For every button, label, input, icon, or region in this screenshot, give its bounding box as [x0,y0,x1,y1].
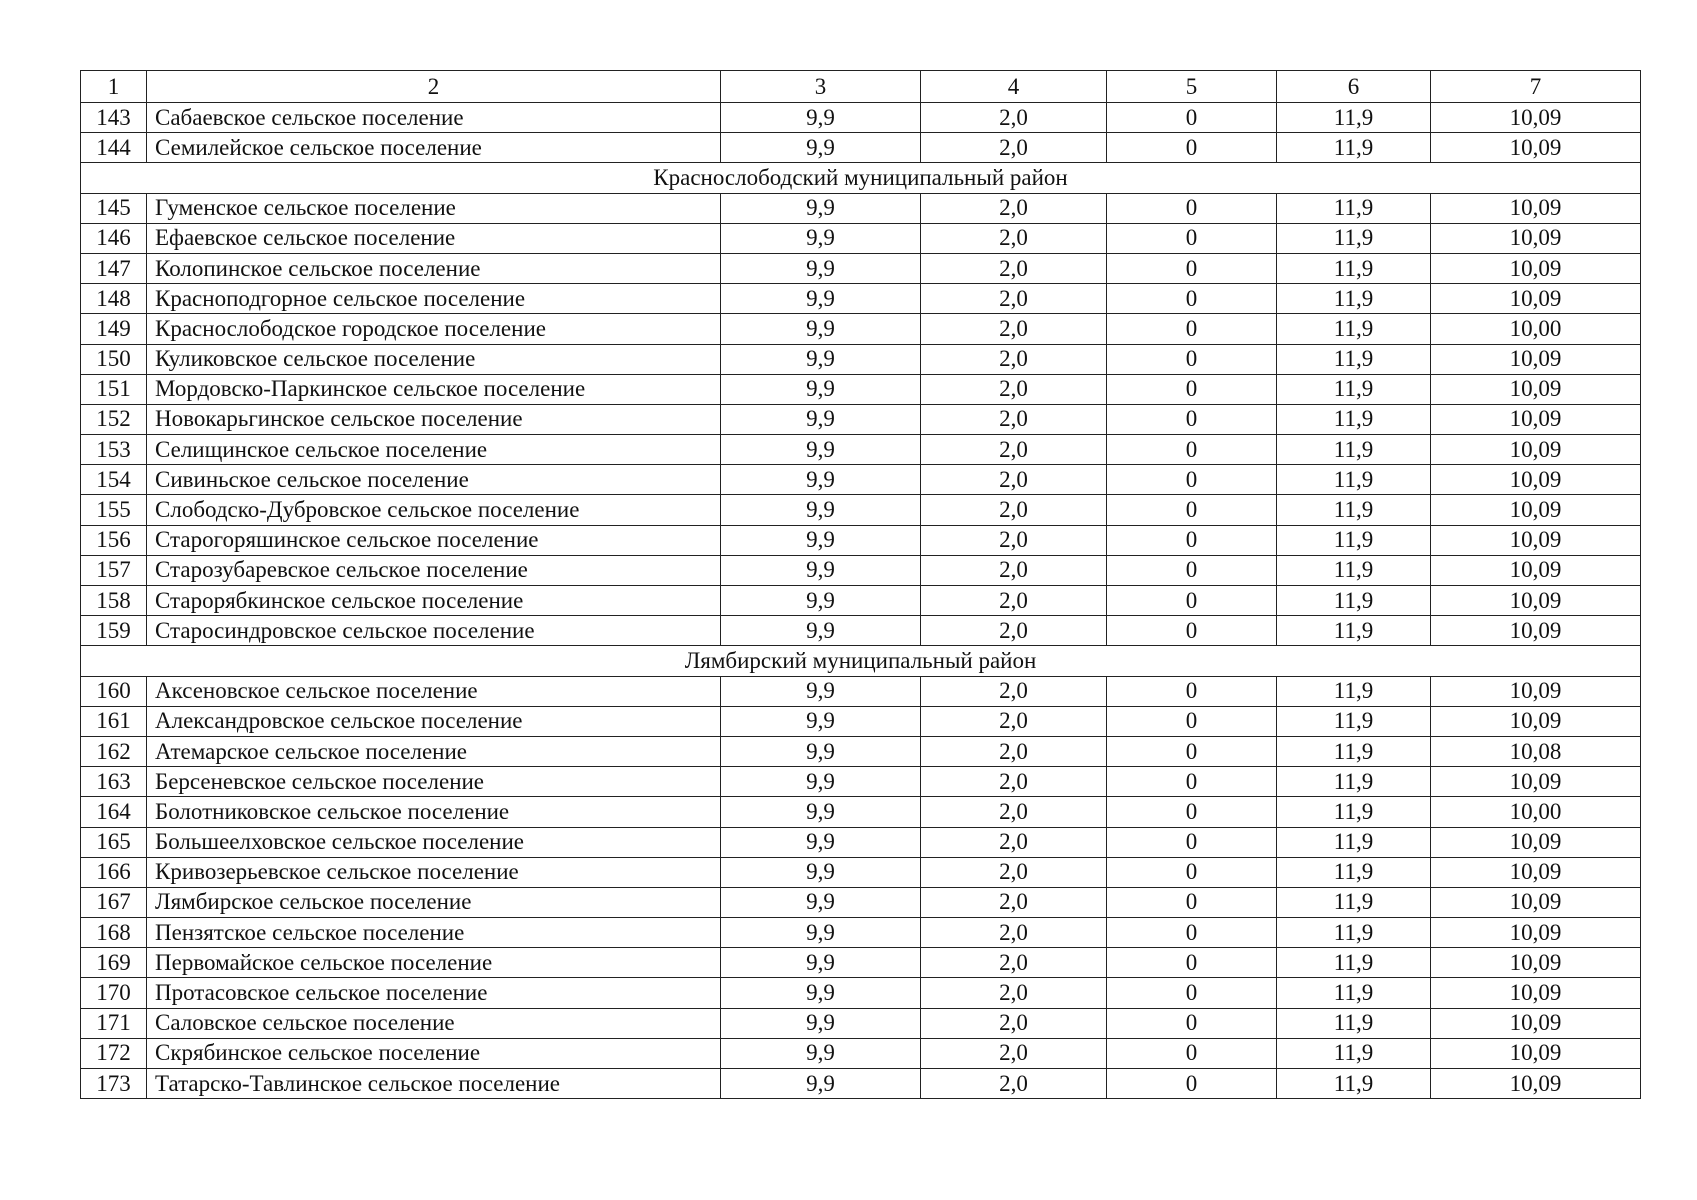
table-row [81,978,1641,1008]
row-number: 169 [81,948,147,978]
value-col-6: 11,9 [1277,223,1431,253]
value-col-7: 10,08 [1431,736,1641,766]
value-col-4: 2,0 [921,857,1107,887]
settlement-name: Ефаевское сельское поселение [147,223,721,253]
section-row [81,646,1641,676]
value-col-4: 2,0 [921,706,1107,736]
value-col-5: 0 [1107,374,1277,404]
row-number: 171 [81,1008,147,1038]
value-col-6: 11,9 [1277,555,1431,585]
table-row [81,555,1641,585]
value-col-4: 2,0 [921,103,1107,133]
row-number: 164 [81,797,147,827]
value-col-7: 10,09 [1431,706,1641,736]
column-header: 2 [147,71,721,103]
value-col-7: 10,09 [1431,193,1641,223]
value-col-5: 0 [1107,1008,1277,1038]
row-number: 159 [81,616,147,646]
value-col-3: 9,9 [721,314,921,344]
table-row [81,525,1641,555]
row-number: 150 [81,344,147,374]
settlement-name: Протасовское сельское поселение [147,978,721,1008]
table-row [81,495,1641,525]
row-number: 165 [81,827,147,857]
value-col-5: 0 [1107,284,1277,314]
column-header: 6 [1277,71,1431,103]
value-col-3: 9,9 [721,797,921,827]
value-col-7: 10,09 [1431,1069,1641,1099]
row-number: 167 [81,887,147,917]
value-col-6: 11,9 [1277,103,1431,133]
value-col-3: 9,9 [721,948,921,978]
settlement-name: Большеелховское сельское поселение [147,827,721,857]
table-row [81,827,1641,857]
value-col-5: 0 [1107,676,1277,706]
value-col-3: 9,9 [721,827,921,857]
column-header: 7 [1431,71,1641,103]
settlement-name: Сабаевское сельское поселение [147,103,721,133]
value-col-4: 2,0 [921,586,1107,616]
table-row [81,344,1641,374]
settlement-name: Берсеневское сельское поселение [147,767,721,797]
table-header-row [81,71,1641,103]
value-col-5: 0 [1107,616,1277,646]
value-col-6: 11,9 [1277,133,1431,163]
value-col-5: 0 [1107,193,1277,223]
value-col-5: 0 [1107,918,1277,948]
row-number: 168 [81,918,147,948]
value-col-6: 11,9 [1277,1069,1431,1099]
settlement-name: Старорябкинское сельское поселение [147,586,721,616]
value-col-4: 2,0 [921,1038,1107,1068]
table-row [81,616,1641,646]
value-col-7: 10,09 [1431,344,1641,374]
value-col-3: 9,9 [721,495,921,525]
settlement-name: Куликовское сельское поселение [147,344,721,374]
column-header: 1 [81,71,147,103]
value-col-4: 2,0 [921,978,1107,1008]
value-col-7: 10,09 [1431,223,1641,253]
value-col-6: 11,9 [1277,827,1431,857]
row-number: 163 [81,767,147,797]
value-col-4: 2,0 [921,404,1107,434]
settlement-name: Первомайское сельское поселение [147,948,721,978]
value-col-4: 2,0 [921,314,1107,344]
row-number: 160 [81,676,147,706]
settlement-name: Новокарьгинское сельское поселение [147,404,721,434]
section-title: Лямбирский муниципальный район [81,646,1641,676]
table-row [81,253,1641,283]
value-col-5: 0 [1107,1038,1277,1068]
settlement-name: Пензятское сельское поселение [147,918,721,948]
value-col-4: 2,0 [921,374,1107,404]
value-col-7: 10,09 [1431,374,1641,404]
settlement-name: Лямбирское сельское поселение [147,887,721,917]
value-col-6: 11,9 [1277,314,1431,344]
value-col-6: 11,9 [1277,435,1431,465]
value-col-6: 11,9 [1277,887,1431,917]
value-col-6: 11,9 [1277,797,1431,827]
value-col-3: 9,9 [721,223,921,253]
value-col-5: 0 [1107,797,1277,827]
value-col-6: 11,9 [1277,404,1431,434]
value-col-3: 9,9 [721,435,921,465]
value-col-6: 11,9 [1277,193,1431,223]
row-number: 154 [81,465,147,495]
settlement-name: Татарско-Тавлинское сельское поселение [147,1069,721,1099]
value-col-5: 0 [1107,948,1277,978]
value-col-5: 0 [1107,344,1277,374]
value-col-4: 2,0 [921,736,1107,766]
value-col-6: 11,9 [1277,948,1431,978]
settlement-name: Сивиньское сельское поселение [147,465,721,495]
column-header: 5 [1107,71,1277,103]
value-col-6: 11,9 [1277,284,1431,314]
value-col-3: 9,9 [721,525,921,555]
settlement-name: Селищинское сельское поселение [147,435,721,465]
value-col-5: 0 [1107,103,1277,133]
row-number: 172 [81,1038,147,1068]
value-col-3: 9,9 [721,706,921,736]
value-col-4: 2,0 [921,223,1107,253]
value-col-7: 10,09 [1431,857,1641,887]
row-number: 147 [81,253,147,283]
value-col-6: 11,9 [1277,706,1431,736]
value-col-4: 2,0 [921,435,1107,465]
row-number: 145 [81,193,147,223]
settlement-name: Мордовско-Паркинское сельское поселение [147,374,721,404]
value-col-3: 9,9 [721,857,921,887]
settlement-name: Семилейское сельское поселение [147,133,721,163]
value-col-3: 9,9 [721,374,921,404]
value-col-7: 10,09 [1431,404,1641,434]
value-col-5: 0 [1107,706,1277,736]
row-number: 151 [81,374,147,404]
table-row [81,1008,1641,1038]
section-title: Краснослободский муниципальный район [81,163,1641,193]
column-header: 3 [721,71,921,103]
value-col-5: 0 [1107,404,1277,434]
table-row [81,887,1641,917]
value-col-6: 11,9 [1277,918,1431,948]
value-col-4: 2,0 [921,918,1107,948]
value-col-4: 2,0 [921,525,1107,555]
value-col-7: 10,09 [1431,827,1641,857]
value-col-7: 10,09 [1431,918,1641,948]
value-col-3: 9,9 [721,676,921,706]
value-col-3: 9,9 [721,1008,921,1038]
value-col-6: 11,9 [1277,1008,1431,1038]
value-col-4: 2,0 [921,827,1107,857]
table-row [81,797,1641,827]
settlement-name: Кривозерьевское сельское поселение [147,857,721,887]
row-number: 157 [81,555,147,585]
table-row [81,676,1641,706]
settlement-name: Болотниковское сельское поселение [147,797,721,827]
value-col-5: 0 [1107,978,1277,1008]
value-col-6: 11,9 [1277,253,1431,283]
table-row [81,374,1641,404]
value-col-3: 9,9 [721,133,921,163]
value-col-6: 11,9 [1277,1038,1431,1068]
value-col-7: 10,09 [1431,586,1641,616]
value-col-3: 9,9 [721,253,921,283]
value-col-5: 0 [1107,857,1277,887]
settlement-name: Старогоряшинское сельское поселение [147,525,721,555]
row-number: 170 [81,978,147,1008]
row-number: 156 [81,525,147,555]
row-number: 144 [81,133,147,163]
table-row [81,404,1641,434]
table-row [81,284,1641,314]
data-table [80,70,1641,1099]
value-col-6: 11,9 [1277,525,1431,555]
value-col-6: 11,9 [1277,857,1431,887]
settlement-name: Аксеновское сельское поселение [147,676,721,706]
value-col-7: 10,09 [1431,767,1641,797]
settlement-name: Александровское сельское поселение [147,706,721,736]
settlement-name: Колопинское сельское поселение [147,253,721,283]
row-number: 155 [81,495,147,525]
value-col-4: 2,0 [921,495,1107,525]
value-col-7: 10,09 [1431,495,1641,525]
value-col-5: 0 [1107,887,1277,917]
row-number: 166 [81,857,147,887]
value-col-3: 9,9 [721,767,921,797]
value-col-6: 11,9 [1277,978,1431,1008]
table-row [81,706,1641,736]
table-row [81,465,1641,495]
value-col-3: 9,9 [721,586,921,616]
value-col-3: 9,9 [721,103,921,133]
row-number: 143 [81,103,147,133]
table-row [81,1038,1641,1068]
value-col-3: 9,9 [721,616,921,646]
value-col-3: 9,9 [721,736,921,766]
value-col-3: 9,9 [721,344,921,374]
value-col-6: 11,9 [1277,374,1431,404]
value-col-3: 9,9 [721,918,921,948]
value-col-7: 10,09 [1431,103,1641,133]
settlement-name: Скрябинское сельское поселение [147,1038,721,1068]
settlement-name: Саловское сельское поселение [147,1008,721,1038]
settlement-name: Слободско-Дубровское сельское поселение [147,495,721,525]
table-row [81,857,1641,887]
column-header: 4 [921,71,1107,103]
value-col-7: 10,09 [1431,133,1641,163]
value-col-4: 2,0 [921,1008,1107,1038]
value-col-5: 0 [1107,133,1277,163]
value-col-6: 11,9 [1277,616,1431,646]
value-col-4: 2,0 [921,1069,1107,1099]
row-number: 162 [81,736,147,766]
value-col-3: 9,9 [721,284,921,314]
value-col-7: 10,09 [1431,435,1641,465]
value-col-6: 11,9 [1277,676,1431,706]
settlement-name: Краснослободское городское поселение [147,314,721,344]
value-col-5: 0 [1107,495,1277,525]
value-col-5: 0 [1107,736,1277,766]
value-col-5: 0 [1107,253,1277,283]
row-number: 158 [81,586,147,616]
table-row [81,918,1641,948]
value-col-4: 2,0 [921,284,1107,314]
value-col-5: 0 [1107,223,1277,253]
table-row [81,133,1641,163]
value-col-4: 2,0 [921,465,1107,495]
value-col-4: 2,0 [921,616,1107,646]
table-row [81,103,1641,133]
row-number: 161 [81,706,147,736]
value-col-4: 2,0 [921,344,1107,374]
table-row [81,767,1641,797]
settlement-name: Старосиндровское сельское поселение [147,616,721,646]
value-col-3: 9,9 [721,1038,921,1068]
value-col-5: 0 [1107,314,1277,344]
value-col-6: 11,9 [1277,495,1431,525]
value-col-6: 11,9 [1277,344,1431,374]
value-col-7: 10,09 [1431,253,1641,283]
value-col-6: 11,9 [1277,465,1431,495]
table-row [81,736,1641,766]
value-col-3: 9,9 [721,404,921,434]
row-number: 152 [81,404,147,434]
value-col-7: 10,09 [1431,948,1641,978]
value-col-3: 9,9 [721,887,921,917]
value-col-5: 0 [1107,435,1277,465]
value-col-5: 0 [1107,586,1277,616]
value-col-4: 2,0 [921,887,1107,917]
value-col-4: 2,0 [921,948,1107,978]
table-row [81,586,1641,616]
value-col-7: 10,00 [1431,797,1641,827]
table-row [81,948,1641,978]
settlement-name: Старозубаревское сельское поселение [147,555,721,585]
table-row [81,1069,1641,1099]
value-col-4: 2,0 [921,193,1107,223]
value-col-3: 9,9 [721,465,921,495]
value-col-7: 10,09 [1431,555,1641,585]
value-col-3: 9,9 [721,555,921,585]
value-col-7: 10,09 [1431,1008,1641,1038]
value-col-6: 11,9 [1277,586,1431,616]
value-col-4: 2,0 [921,133,1107,163]
table-row [81,435,1641,465]
value-col-4: 2,0 [921,555,1107,585]
value-col-5: 0 [1107,555,1277,585]
settlement-name: Краснoподгорное сельское поселение [147,284,721,314]
value-col-5: 0 [1107,525,1277,555]
value-col-4: 2,0 [921,253,1107,283]
value-col-7: 10,09 [1431,284,1641,314]
value-col-5: 0 [1107,827,1277,857]
table-row [81,223,1641,253]
value-col-4: 2,0 [921,676,1107,706]
value-col-3: 9,9 [721,193,921,223]
value-col-7: 10,00 [1431,314,1641,344]
value-col-4: 2,0 [921,767,1107,797]
value-col-7: 10,09 [1431,525,1641,555]
row-number: 149 [81,314,147,344]
value-col-7: 10,09 [1431,887,1641,917]
table-body [81,71,1641,1099]
row-number: 153 [81,435,147,465]
value-col-3: 9,9 [721,978,921,1008]
value-col-7: 10,09 [1431,676,1641,706]
value-col-5: 0 [1107,1069,1277,1099]
row-number: 148 [81,284,147,314]
section-row [81,163,1641,193]
value-col-7: 10,09 [1431,1038,1641,1068]
settlement-name: Гуменское сельское поселение [147,193,721,223]
row-number: 173 [81,1069,147,1099]
settlement-name: Атемарское сельское поселение [147,736,721,766]
table-row [81,314,1641,344]
value-col-6: 11,9 [1277,736,1431,766]
value-col-5: 0 [1107,465,1277,495]
value-col-6: 11,9 [1277,767,1431,797]
value-col-3: 9,9 [721,1069,921,1099]
value-col-7: 10,09 [1431,465,1641,495]
value-col-4: 2,0 [921,797,1107,827]
value-col-5: 0 [1107,767,1277,797]
row-number: 146 [81,223,147,253]
value-col-7: 10,09 [1431,616,1641,646]
table-row [81,193,1641,223]
value-col-7: 10,09 [1431,978,1641,1008]
